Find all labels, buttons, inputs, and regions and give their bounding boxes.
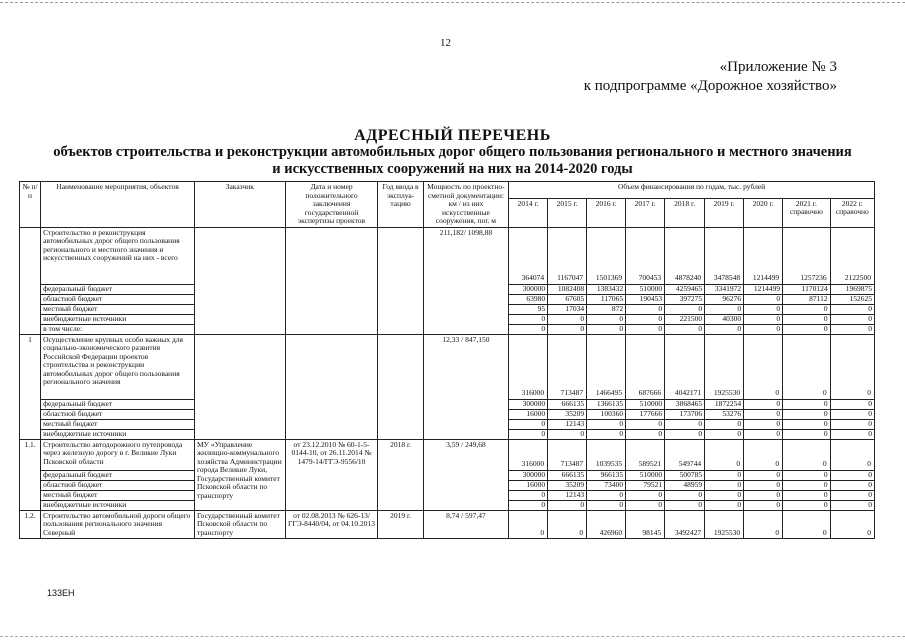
value-cell: 549744: [665, 439, 705, 470]
value-cell: 0: [705, 439, 744, 470]
value-cell: 0: [626, 429, 665, 439]
value-cell: 1167047: [548, 227, 587, 284]
header-year-col: 2021 г. справочно: [783, 198, 830, 227]
value-cell: 0: [587, 419, 626, 429]
value-cell: 0: [830, 419, 874, 429]
value-cell: 67605: [548, 294, 587, 304]
value-cell: 0: [509, 429, 548, 439]
value-cell: 0: [830, 470, 874, 480]
table-row: [20, 510, 875, 539]
value-cell: 3478548: [705, 227, 744, 284]
value-cell: 0: [705, 490, 744, 500]
value-cell: 16000: [509, 480, 548, 490]
value-cell: 0: [783, 429, 830, 439]
row-year: 2019 г.: [378, 510, 423, 539]
value-cell: 0: [744, 470, 783, 480]
value-cell: 35209: [548, 409, 587, 419]
value-cell: 0: [509, 510, 548, 539]
row-expertise: от 02.08.2013 № 626-13/ГГЭ-8440/04, от 04.10.2013: [285, 510, 378, 539]
value-cell: 35209: [548, 480, 587, 490]
value-cell: 1170124: [783, 284, 830, 294]
subrow-label: федеральный бюджет: [41, 284, 195, 294]
value-cell: 1039535: [587, 439, 626, 470]
value-cell: 0: [783, 470, 830, 480]
subrow-label: местный бюджет: [41, 304, 195, 314]
value-cell: 0: [783, 510, 830, 539]
value-cell: 0: [665, 304, 705, 314]
bottom-border-line: [0, 636, 905, 637]
value-cell: 0: [744, 480, 783, 490]
value-cell: 0: [548, 500, 587, 510]
annex-line-1: «Приложение № 3: [719, 59, 837, 75]
value-cell: 0: [548, 324, 587, 334]
value-cell: 190453: [626, 294, 665, 304]
subrow-label: областной бюджет: [41, 409, 195, 419]
row-customer: МУ «Управление жилищно-коммунального хозяйства Администрации города Великие Луки, Государственный комитет Псковской области по транспорту: [194, 439, 285, 510]
value-cell: 16000: [509, 409, 548, 419]
top-border-line: [0, 2, 905, 3]
value-cell: 0: [626, 419, 665, 429]
subrow-label: внебюджетные источники: [41, 500, 195, 510]
value-cell: 152625: [830, 294, 874, 304]
value-cell: 96276: [705, 294, 744, 304]
value-cell: 4042171: [665, 334, 705, 399]
value-cell: 872: [587, 304, 626, 314]
subrow-label: областной бюджет: [41, 480, 195, 490]
value-cell: 0: [665, 429, 705, 439]
subrow-label: местный бюджет: [41, 490, 195, 500]
row-name: Осуществление крупных особо важных для социально-экономического развития Российской Федерации проектов строительства и реконструкции автомобильных дорог общего пользования регионального значения: [41, 334, 195, 399]
value-cell: 1466495: [587, 334, 626, 399]
value-cell: 4259465: [665, 284, 705, 294]
value-cell: 300000: [509, 399, 548, 409]
value-cell: 173706: [665, 409, 705, 419]
document-subtitle: объектов строительства и реконструкции автомобильных дорог общего пользования регионального и местного значения и искусственных сооружений на них на 2014-2020 годы: [53, 144, 852, 177]
table-row: [20, 227, 875, 284]
value-cell: 0: [744, 334, 783, 399]
value-cell: 0: [830, 500, 874, 510]
row-expertise: [285, 227, 378, 334]
value-cell: 300000: [509, 470, 548, 480]
value-cell: 73400: [587, 480, 626, 490]
subrow-label: внебюджетные источники: [41, 429, 195, 439]
value-cell: 666135: [548, 399, 587, 409]
value-cell: 0: [744, 324, 783, 334]
row-number: 1: [20, 334, 41, 439]
value-cell: 177666: [626, 409, 665, 419]
value-cell: 4878240: [665, 227, 705, 284]
value-cell: 0: [626, 490, 665, 500]
address-list-table: [19, 181, 875, 539]
value-cell: 117065: [587, 294, 626, 304]
value-cell: 0: [830, 429, 874, 439]
value-cell: 1214499: [744, 227, 783, 284]
value-cell: 0: [830, 314, 874, 324]
value-cell: 0: [587, 490, 626, 500]
value-cell: 589521: [626, 439, 665, 470]
page-number: 12: [440, 37, 451, 49]
value-cell: 666135: [548, 470, 587, 480]
value-cell: 98145: [626, 510, 665, 539]
value-cell: 0: [587, 500, 626, 510]
header-year-col: 2022 г. справочно: [830, 198, 874, 227]
subrow-label: областной бюджет: [41, 294, 195, 304]
value-cell: 0: [783, 409, 830, 419]
header-name: Наименование мероприятия, объектов: [41, 182, 195, 228]
value-cell: 0: [830, 399, 874, 409]
row-year: [378, 227, 423, 334]
header-year-col: 2018 г.: [665, 198, 705, 227]
value-cell: 17034: [548, 304, 587, 314]
value-cell: 0: [830, 304, 874, 314]
value-cell: 0: [548, 429, 587, 439]
header-year-col: 2019 г.: [705, 198, 744, 227]
row-customer: [194, 227, 285, 334]
header-year-col: 2017 г.: [626, 198, 665, 227]
value-cell: 1872254: [705, 399, 744, 409]
value-cell: 0: [744, 399, 783, 409]
value-cell: 0: [830, 480, 874, 490]
value-cell: 48959: [665, 480, 705, 490]
value-cell: 316000: [509, 334, 548, 399]
value-cell: 0: [665, 324, 705, 334]
row-expertise: от 23.12.2010 № 60-1-5-0144-10, от 26.11.2014 № 1479-14/ГГЭ-9556/10: [285, 439, 378, 510]
value-cell: 713487: [548, 334, 587, 399]
value-cell: 510000: [626, 284, 665, 294]
value-cell: 0: [783, 334, 830, 399]
value-cell: 2122500: [830, 227, 874, 284]
value-cell: 966135: [587, 470, 626, 480]
value-cell: 0: [783, 490, 830, 500]
value-cell: 510000: [626, 470, 665, 480]
value-cell: 0: [744, 500, 783, 510]
header-num: № п/п: [20, 182, 41, 228]
row-capacity: 8,74 / 597,47: [423, 510, 508, 539]
row-name: Строительство автодорожного путепровода через железную дорогу в г. Великие Луки Псковской области: [41, 439, 195, 470]
subrow-label: федеральный бюджет: [41, 470, 195, 480]
row-number: 1.2.: [20, 510, 41, 539]
value-cell: 0: [830, 324, 874, 334]
header-year-col: 2016 г.: [587, 198, 626, 227]
value-cell: 0: [705, 419, 744, 429]
document-title: АДРЕСНЫЙ ПЕРЕЧЕНЬ: [354, 127, 551, 144]
value-cell: 1925530: [705, 510, 744, 539]
value-cell: 510000: [626, 399, 665, 409]
value-cell: 0: [626, 500, 665, 510]
header-funding: Объем финансирования по годам, тыс. рублей: [509, 182, 875, 199]
subrow-label: федеральный бюджет: [41, 399, 195, 409]
value-cell: 100360: [587, 409, 626, 419]
value-cell: 0: [783, 324, 830, 334]
value-cell: 0: [626, 324, 665, 334]
value-cell: 713487: [548, 439, 587, 470]
value-cell: 0: [783, 304, 830, 314]
value-cell: 0: [783, 439, 830, 470]
value-cell: 3492427: [665, 510, 705, 539]
value-cell: 0: [830, 490, 874, 500]
value-cell: 12143: [548, 490, 587, 500]
value-cell: 1082408: [548, 284, 587, 294]
value-cell: 95: [509, 304, 548, 314]
row-number: 1.1.: [20, 439, 41, 510]
row-capacity: 3,59 / 249,68: [423, 439, 508, 510]
value-cell: 364074: [509, 227, 548, 284]
value-cell: 0: [783, 419, 830, 429]
value-cell: 1214499: [744, 284, 783, 294]
value-cell: 0: [830, 409, 874, 419]
value-cell: 0: [587, 314, 626, 324]
value-cell: 0: [665, 419, 705, 429]
table-row: [20, 439, 875, 470]
row-year: [378, 334, 423, 439]
header-capacity: Мощность по проектно-сметной документации: км / из них искусственные сооружения, пог. м: [423, 182, 508, 228]
value-cell: 687666: [626, 334, 665, 399]
value-cell: 0: [705, 324, 744, 334]
value-cell: 221500: [665, 314, 705, 324]
table-row: [20, 334, 875, 399]
value-cell: 0: [744, 510, 783, 539]
header-year-col: 2014 г.: [509, 198, 548, 227]
value-cell: 0: [509, 490, 548, 500]
row-year: 2018 г.: [378, 439, 423, 510]
value-cell: 40300: [705, 314, 744, 324]
value-cell: 0: [587, 324, 626, 334]
subrow-label: в том числе:: [41, 324, 195, 334]
value-cell: 0: [509, 500, 548, 510]
value-cell: 12143: [548, 419, 587, 429]
value-cell: 0: [744, 304, 783, 314]
annex-line-2: к подпрограмме «Дорожное хозяйство»: [583, 78, 837, 94]
value-cell: 0: [548, 510, 587, 539]
value-cell: 0: [744, 490, 783, 500]
header-year-col: 2015 г.: [548, 198, 587, 227]
value-cell: 0: [783, 480, 830, 490]
value-cell: 53276: [705, 409, 744, 419]
value-cell: 1366135: [587, 399, 626, 409]
value-cell: 0: [705, 429, 744, 439]
annex-header: [584, 58, 837, 96]
value-cell: 0: [744, 419, 783, 429]
value-cell: 1383432: [587, 284, 626, 294]
value-cell: 0: [830, 334, 874, 399]
row-customer: [194, 334, 285, 439]
row-customer: Государственный комитет Псковской области по транспорту: [194, 510, 285, 539]
subrow-label: местный бюджет: [41, 419, 195, 429]
value-cell: 300000: [509, 284, 548, 294]
value-cell: 3868465: [665, 399, 705, 409]
value-cell: 63980: [509, 294, 548, 304]
value-cell: 0: [830, 439, 874, 470]
value-cell: 0: [705, 500, 744, 510]
row-name: Строительство автомобильной дороги общего пользования регионального значения Северный: [41, 510, 195, 539]
value-cell: 397275: [665, 294, 705, 304]
value-cell: 0: [705, 480, 744, 490]
value-cell: 0: [548, 314, 587, 324]
header-customer: Заказчик: [194, 182, 285, 228]
value-cell: 1925530: [705, 334, 744, 399]
value-cell: 79521: [626, 480, 665, 490]
value-cell: 1501369: [587, 227, 626, 284]
value-cell: 0: [830, 510, 874, 539]
header-year-col: 2020 г.: [744, 198, 783, 227]
value-cell: 0: [509, 314, 548, 324]
value-cell: 1257236: [783, 227, 830, 284]
value-cell: 3341972: [705, 284, 744, 294]
row-expertise: [285, 334, 378, 439]
value-cell: 700453: [626, 227, 665, 284]
row-name: Строительство и реконструкция автомобильных дорог общего пользования регионального и местного значения и искусственных сооружений на них - всего: [41, 227, 195, 284]
value-cell: 0: [783, 500, 830, 510]
value-cell: 0: [665, 500, 705, 510]
row-capacity: 12,33 / 847,150: [423, 334, 508, 439]
header-expertise: Дата и номер положительного заключения государственной экспертизы проектов: [285, 182, 378, 228]
value-cell: 316000: [509, 439, 548, 470]
value-cell: 1969875: [830, 284, 874, 294]
value-cell: 426960: [587, 510, 626, 539]
subrow-label: внебюджетные источники: [41, 314, 195, 324]
value-cell: 0: [744, 439, 783, 470]
row-capacity: 211,182/ 1098,88: [423, 227, 508, 334]
value-cell: 0: [744, 294, 783, 304]
value-cell: 0: [665, 490, 705, 500]
value-cell: 0: [744, 429, 783, 439]
value-cell: 0: [626, 314, 665, 324]
value-cell: 0: [744, 314, 783, 324]
value-cell: 0: [705, 304, 744, 314]
value-cell: 500785: [665, 470, 705, 480]
row-number: [20, 227, 41, 334]
value-cell: 87112: [783, 294, 830, 304]
value-cell: 0: [587, 429, 626, 439]
header-row-1: [20, 182, 875, 199]
header-year: Год ввода в эксплуа-тацию: [378, 182, 423, 228]
value-cell: 0: [783, 399, 830, 409]
value-cell: 0: [705, 470, 744, 480]
value-cell: 0: [783, 314, 830, 324]
value-cell: 0: [509, 324, 548, 334]
value-cell: 0: [509, 419, 548, 429]
footer-code: 133ЕН: [47, 588, 75, 598]
value-cell: 0: [744, 409, 783, 419]
value-cell: 0: [626, 304, 665, 314]
